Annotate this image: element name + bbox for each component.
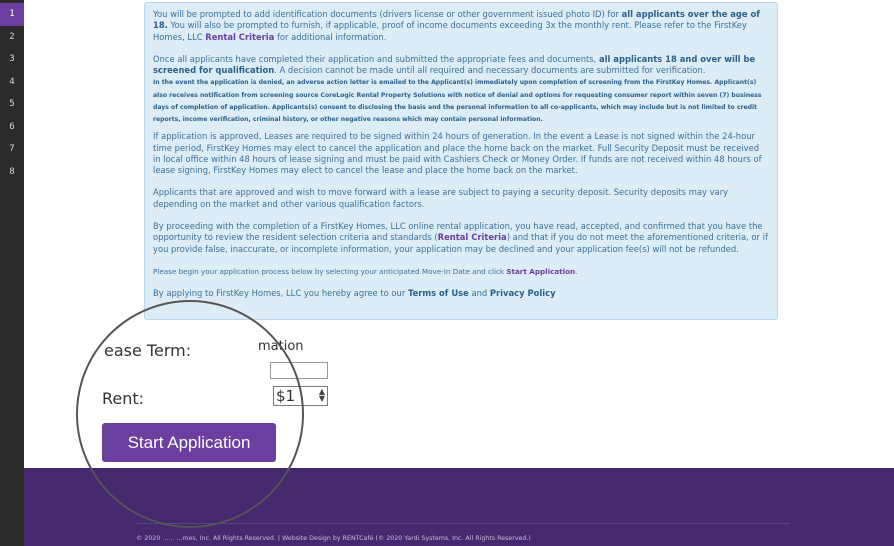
security-deposit-paragraph: Applicants that are approved and wish to move forward with a lease are subject to paying a security deposit. Security deposits may vary depending on the market and other various qualification factors. [153, 187, 729, 209]
agreement-paragraph: By applying to FirstKey Homes, LLC you hereby agree to our Terms of Use and Privacy Policy [153, 288, 556, 299]
id-documents-paragraph: You will be prompted to add identification documents (drivers license or other government issued photo ID) for all applicants over the age of 18. You will also be prompted to furnish, if applicable, proof of income documents exceeding 3x the monthly rent. Please refer to the FirstKey Homes, LLC Rental Criteria for additional information. [153, 9, 760, 42]
line-number-3[interactable]: 3 [9, 54, 15, 64]
page-footer [24, 468, 894, 546]
select-arrows-icon: ▲ ▼ [318, 387, 325, 403]
footer-divider [136, 523, 790, 524]
rental-criteria-link-2[interactable]: Rental Criteria [437, 232, 507, 243]
rental-criteria-link[interactable]: Rental Criteria [205, 31, 275, 42]
line-number-8[interactable]: 8 [9, 166, 15, 177]
line-number-2[interactable]: 2 [9, 31, 15, 42]
lease-signing-paragraph: If application is approved, Leases are required to be signed within 24 hours of generation. In the event a Lease is not signed within the 24-hour time period, FirstKey Homes may elect to cancel the application and place the home back on the market. Full Security Deposit must be received in local office within 48 hours of lease signing and must be paid with Cashiers Check or Money Order. If funds are not received within 48 hours of lease signing, FirstKey Homes may elect to cancel the lease and place the home back on the market. [153, 131, 762, 176]
begin-application-paragraph: Please begin your application process below by selecting your anticipated Move-In Date and click Start Application. [153, 266, 578, 276]
rent-label: Rent: [102, 389, 145, 408]
line-number-4[interactable]: 4 [9, 76, 15, 87]
footer-copyright: © 2020 ...... ...mes, Inc. All Rights Reserved. | Website Design by RENTCafé (© 2020 Yardi Systems, Inc. All Rights Reserved.) [136, 535, 531, 542]
privacy-policy-link[interactable]: Privacy Policy [489, 288, 556, 299]
lease-term-input[interactable] [270, 362, 328, 379]
adverse-action-notice: In the event the application is denied, an adverse action letter is emailed to the Applicant(s) immediately upon completion of screening from the FirstKey Homes. Applicant(s) also receives notification from screening source CoreLogic Rental Property Solutions with notice of denial and options for requesting consumer report within seven (7) business days of completion of application. Applicants(s) consent to disclosing the basis and the personal information to all co-applicants, which may include but is not limited to credit reports, income verification, criminal history, or other negative reasons which may contain personal information. [153, 79, 762, 124]
partial-label-text: mation [258, 339, 304, 354]
line-number-7[interactable]: 7 [9, 144, 15, 154]
start-application-button[interactable]: Start Application [102, 423, 276, 462]
rent-select[interactable] [273, 386, 328, 406]
rent-select-value: $1 [276, 387, 296, 405]
application-info-box [144, 2, 778, 320]
line-number-gutter [0, 0, 24, 546]
lease-term-label: ease Term: [104, 341, 192, 360]
screening-paragraph: Once all applicants have completed their application and submitted the appropriate fees and documents, all applicants 18 and over will be screened for qualification. A decision cannot be made until all required and necessary documents are submitted for verification. In the event the application is denied, an adverse action letter is emailed to the Applicant(s) immediately upon completion of screening from the FirstKey Homes. Applicant(s) also receives notification from screening source CoreLogic Rental Property Solutions with notice of denial and options for requesting consumer report within seven (7) business days of completion of application. Applicants(s) consent to disclosing the basis and the personal information to all co-applicants, which may include but is not limited to credit reports, income verification, criminal history, or other negative reasons which may contain personal information. [153, 53, 762, 124]
line-number-5[interactable]: 5 [9, 99, 15, 109]
line-number-1[interactable]: 1 [0, 3, 24, 26]
acceptance-paragraph: By proceeding with the completion of a FirstKey Homes, LLC online rental application, you have read, accepted, and confirmed that you have the opportunity to review the resident selection criteria and standards (Rental Criteria) and that if you do not meet the aforementioned criteria, or if you provide false, inaccurate, or incomplete information, your application may be declined and your application fee(s) will not be refunded. [153, 221, 768, 254]
line-number-6[interactable]: 6 [9, 121, 15, 132]
terms-of-use-link[interactable]: Terms of Use [407, 288, 469, 299]
start-application-link[interactable]: Start Application [506, 266, 576, 276]
